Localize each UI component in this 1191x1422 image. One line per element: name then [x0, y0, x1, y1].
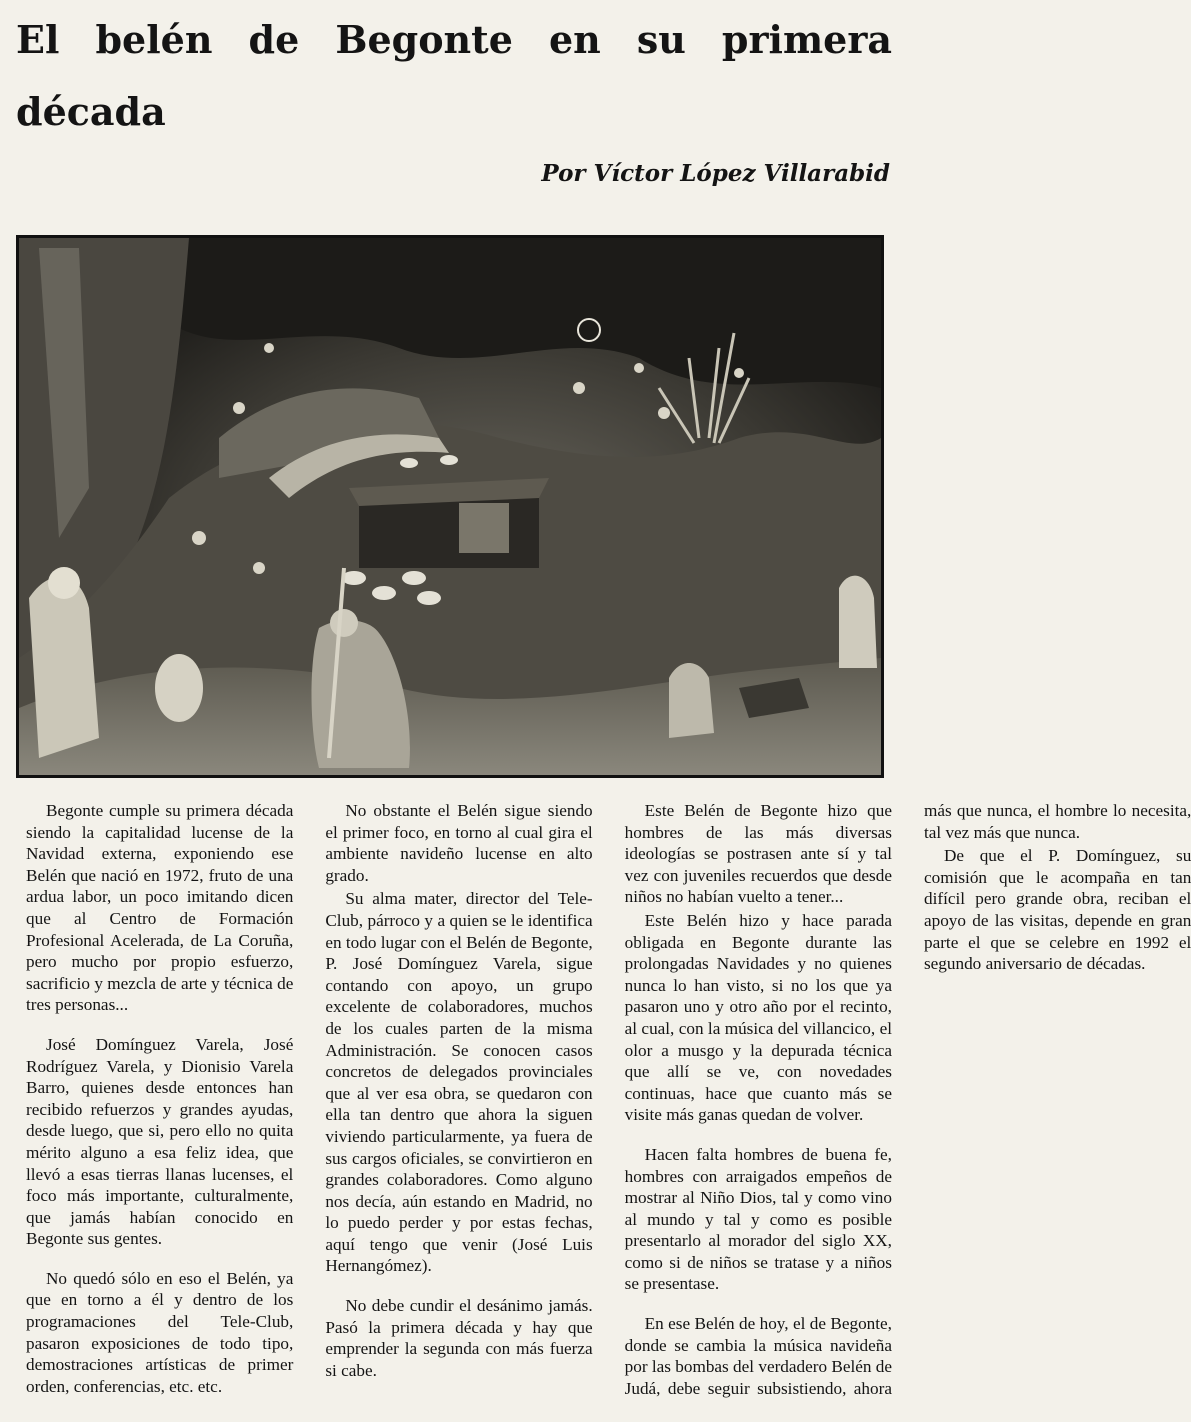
- body-paragraph-5: Su alma mater, director del Tele-Club, párroco y a quien se le identifica en todo lugar con el Belén de Begonte, P. José Domínguez Varela, sigue contando con apoyo, un grupo excelente de colaboradores, muchos de los cuales parten de la misma Administración. Se conocen casos concretos de delegados provinciales que al ver esa obra, se quedaron con ella tan dentro que ahora la siguen viviendo particularmente, ya fuera de sus cargos oficiales, se convirtieron en grandes colaboradores. Como alguno nos decía, aún estando en Madrid, no lo puedo perder y por estas fechas, aquí tengo que venir (José Luis Hernangómez).: [325, 889, 593, 1276]
- nativity-scene-illustration: [19, 238, 881, 775]
- body-paragraph-11: De que el P. Domínguez, su comisión que le acompaña en tan difícil pero grande obra, reciban el apoyo de las visitas, depende en gran parte el que se celebre en 1992 el segundo aniversario de décadas.: [923, 846, 1191, 974]
- body-paragraph-4: No obstante el Belén sigue siendo el primer foco, en torno al cual gira el ambiente navideño lucense en alto grado.: [325, 801, 593, 885]
- article-byline: Por Víctor López Villarabid: [541, 160, 890, 187]
- body-paragraph-6: No debe cundir el desánimo jamás. Pasó la primera década y hay que emprender la segunda con más fuerza si cabe.: [325, 1296, 593, 1380]
- body-paragraph-7: Este Belén de Begonte hizo que hombres de las más diversas ideologías se postrasen ante sí y tal vez con juveniles recuerdos que desde niños no habían vuelto a tener...: [624, 801, 892, 907]
- article-body: [26, 800, 1191, 1422]
- body-paragraph-10: En ese Belén de hoy, el de Begonte, donde se cambia la música navideña por las bombas del verdadero Belén de Judá, debe seguir subsistiendo, ahora más que nunca, el hombre lo necesita, tal vez más que nunca.: [624, 801, 1191, 1398]
- body-paragraph-8: Este Belén hizo y hace parada obligada en Begonte durante las prolongadas Navidades y no quienes nunca lo han visto, si no los que ya pasaron uno y otro año por el recinto, al cual, con la música del villancico, el olor a musgo y la depurada técnica que allí se ve, con novedades continuas, hace que cuanto más se visite más ganas quedan de volver.: [624, 910, 892, 1125]
- article-title: El belén de Begonte en su primera década: [16, 17, 892, 134]
- nativity-scene-photo: [16, 235, 884, 778]
- body-paragraph-1: Begonte cumple su primera década siendo la capitalidad lucense de la Navidad externa, exponiendo ese Belén que nació en 1972, fruto de una ardua labor, un poco imitando dicen que al Centro de Formación Profesional Acelerada, de La Coruña, pero mucho por propio esfuerzo, sacrificio y mezcla de arte y técnica de tres personas...: [26, 801, 294, 1015]
- body-paragraph-3: No quedó sólo en eso el Belén, ya que en torno a él y dentro de los programaciones del Tele-Club, pasaron exposiciones de todo tipo, demostraciones artísticas de primer orden, conferencias, etc. etc.: [26, 1268, 294, 1396]
- body-paragraph-2: José Domínguez Varela, José Rodríguez Varela, y Dionisio Varela Barro, quienes desde entonces han recibido refuerzos y grandes ayudas, desde luego, que si, pero ello no quita mérito alguno a esa feliz idea, que llevó a esas tierras llanas lucenses, el foco más importante, culturalmente, que jamás habían conocido en Begonte sus gentes.: [26, 1034, 294, 1249]
- body-paragraph-9: Hacen falta hombres de buena fe, hombres con arraigados empeños de mostrar al Niño Dios, tal y como vino al mundo y tal y como es posible presentarlo al morador del siglo XX, como si de niños se tratase y a niños se presentase.: [624, 1144, 892, 1294]
